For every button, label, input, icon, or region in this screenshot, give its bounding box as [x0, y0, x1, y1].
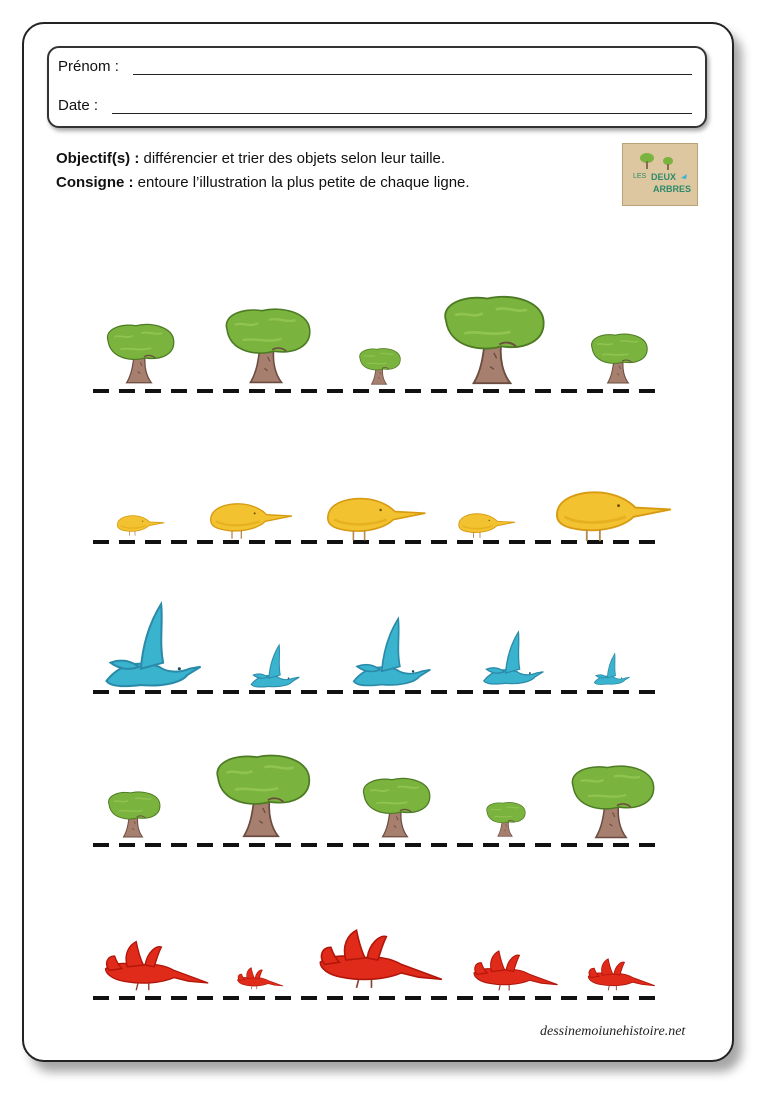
- row-3-blue-bird-3[interactable]: [348, 617, 432, 687]
- name-date-box: [47, 46, 707, 128]
- row-5-red-bird-4[interactable]: [470, 948, 560, 992]
- objectif-line: [56, 150, 445, 167]
- row-1-tree-1[interactable]: [100, 322, 178, 384]
- prenom-label: Prénom :: [58, 58, 119, 75]
- row-2-yellow-bird-4[interactable]: [456, 511, 516, 539]
- row-1-dashed-line: [93, 389, 660, 393]
- consigne-label: Consigne :: [56, 174, 134, 191]
- row-4-tree-5[interactable]: [560, 763, 662, 839]
- row-1-tree-5[interactable]: [585, 332, 651, 384]
- row-3-blue-bird-2[interactable]: [248, 644, 300, 688]
- objectif-label: Objectif(s) :: [56, 150, 140, 167]
- row-5-red-bird-1[interactable]: [100, 938, 212, 992]
- row-5-red-bird-2[interactable]: [236, 966, 284, 990]
- row-4-dashed-line: [93, 843, 660, 847]
- row-5-red-bird-5[interactable]: [586, 956, 656, 992]
- row-4-tree-3[interactable]: [355, 776, 435, 838]
- date-field[interactable]: [112, 113, 692, 114]
- book-cover-art: [623, 144, 698, 206]
- row-2-yellow-bird-5[interactable]: [548, 487, 676, 543]
- cover-title-line2: DEUX: [651, 172, 677, 182]
- row-2-yellow-bird-1[interactable]: [115, 513, 165, 537]
- book-cover-image: [622, 143, 698, 206]
- row-3-dashed-line: [93, 690, 660, 694]
- row-2-yellow-bird-3[interactable]: [320, 494, 430, 542]
- consigne-text: entoure l’illustration la plus petite de chaque ligne.: [133, 174, 470, 191]
- cover-title-line1: LES: [633, 173, 647, 180]
- footer-site-name: dessinemoiunehistoire.net: [540, 1024, 686, 1039]
- row-1-tree-2[interactable]: [218, 306, 314, 384]
- row-4-tree-4[interactable]: [482, 801, 528, 837]
- row-1-tree-4[interactable]: [436, 293, 548, 385]
- row-5-red-bird-3[interactable]: [314, 926, 446, 990]
- row-5-dashed-line: [93, 996, 660, 1000]
- consigne-line: [56, 174, 470, 191]
- row-4-tree-2[interactable]: [203, 752, 319, 838]
- row-3-blue-bird-1[interactable]: [100, 602, 202, 688]
- row-1-tree-3[interactable]: [354, 347, 404, 385]
- objectif-text: différencier et trier des objets selon leur taille.: [139, 150, 446, 167]
- row-3-blue-bird-4[interactable]: [480, 630, 544, 686]
- cover-title-line3: ARBRES: [653, 184, 692, 194]
- row-4-tree-1[interactable]: [100, 790, 166, 838]
- row-3-blue-bird-5[interactable]: [592, 652, 630, 686]
- row-2-yellow-bird-2[interactable]: [205, 500, 295, 540]
- date-label: Date :: [58, 97, 99, 114]
- prenom-field[interactable]: [133, 74, 692, 75]
